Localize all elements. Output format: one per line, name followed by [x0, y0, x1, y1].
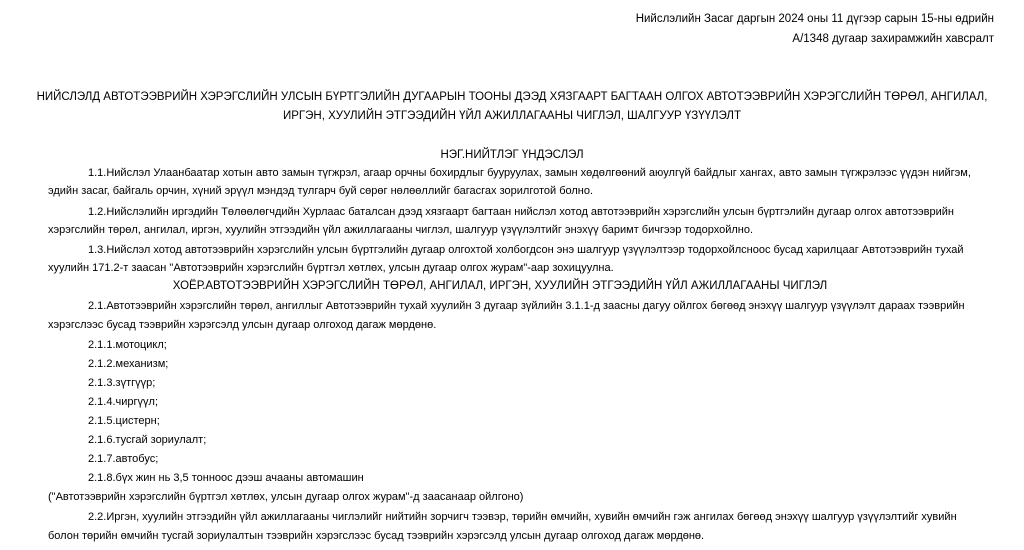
paragraph-1-2-line-2: хэрэгслийн төрөл, ангилал, иргэн, хуулийн этгээдийн үйл ажиллагааны чиглэл, шалгуур үзүүлэлтийг энэхүү баримт бичгээр тодорхойлно. — [48, 224, 754, 236]
document-title-line-1: НИЙСЛЭЛД АВТОТЭЭВРИЙН ХЭРЭГСЛИЙН УЛСЫН БҮРТГЭЛИЙН ДУГААРЫН ТООНЫ ДЭЭД ХЯЗГААРТ БАГТААН ОЛГОХ АВТОТЭЭВРИЙН ХЭРЭГСЛИЙН ТӨРӨЛ, АНГИЛАЛ, — [36, 91, 988, 103]
paragraph-1-1-line-1: 1.1.Нийслэл Улаанбаатар хотын авто замын түгжрэл, агаар орчны бохирдлыг бууруулах, замын хөдөлгөөний аюулгүй байдлыг хангах, авто замын түгжрэлээс үүдэн нийгэм, — [88, 167, 971, 179]
document-title-line-2: ИРГЭН, ХУУЛИЙН ЭТГЭЭДИЙН ҮЙЛ АЖИЛЛАГААНЫ ЧИГЛЭЛ, ШАЛГУУР ҮЗҮҮЛЭЛТ — [282, 110, 742, 122]
list-item: 2.1.7.автобус; — [88, 453, 159, 465]
paragraph-1-2-line-1: 1.2.Нийслэлийн иргэдийн Төлөөлөгчдийн Хурлаас баталсан дээд хязгаарт багтаан нийслэл хотод автотээврийн хэрэгслийн улсын бүртгэлийн дугаар олгох автотээврийн — [88, 206, 954, 218]
list-item: 2.1.6.тусгай зориулалт; — [88, 434, 207, 446]
paragraph-2-1-line-2: хэрэгслээс бусад тээврийн хэрэгсэлд улсын дугаар олгоход дагаж мөрдөнө. — [48, 319, 437, 331]
paragraph-1-1-line-2: эдийн засаг, байгаль орчин, хүний эрүүл мэндэд тулгарч буй сөрөг нөлөөллийг багасгах зорилготой болно. — [48, 185, 594, 197]
list-item: 2.1.8.бүх жин нь 3,5 тонноос дээш ачааны автомашин — [88, 472, 364, 484]
paragraph-2-2-line-2: болон төрийн өмчийн тусгай зориулалтын тээврийн хэрэгслээс бусад тээврийн хэрэгсэлд улсын дугаар олгоход дагаж мөрдөнө. — [48, 530, 705, 542]
list-item: 2.1.1.мотоцикл; — [88, 339, 167, 351]
paragraph-1-3-line-1: 1.3.Нийслэл хотод автотээврийн хэрэгслийн улсын бүртгэлийн дугаар олгохтой холбогдсон энэ шалгуур үзүүлэлтээр тодорхойлсноос бусад харилцааг Автотээврийн тухай — [88, 244, 964, 256]
paragraph-2-2-line-1: 2.2.Иргэн, хуулийн этгээдийн үйл ажиллагааны чиглэлийг нийтийн зорчигч тээвэр, төрийн өмчийн, хувийн өмчийн гэж ангилах бөгөөд энэхүү шалгуур үзүүлэлтийг хувийн — [88, 511, 957, 523]
header-line-1: Нийслэлийн Засаг даргын 2024 оны 11 дүгээр сарын 15-ны өдрийн — [635, 13, 994, 25]
section-2-heading: ХОЁР.АВТОТЭЭВРИЙН ХЭРЭГСЛИЙН ТӨРӨЛ, АНГИЛАЛ, ИРГЭН, ХУУЛИЙН ЭТГЭЭДИЙН ҮЙЛ АЖИЛЛАГААНЫ ЧИГЛЭЛ — [172, 280, 828, 292]
list-item: 2.1.5.цистерн; — [88, 415, 160, 427]
header-line-2: А/1348 дугаар захирамжийн хавсралт — [792, 33, 994, 45]
list-item: 2.1.4.чиргүүл; — [88, 396, 159, 408]
paragraph-1-3-line-2: хуулийн 171.2-т заасан "Автотээврийн хэрэгслийн бүртгэл хөтлөх, улсын дугаар олгох журам"-аар зохицуулна. — [48, 262, 614, 274]
list-item: 2.1.2.механизм; — [88, 358, 169, 370]
paragraph-2-1-line-1: 2.1.Автотээврийн хэрэгслийн төрөл, ангиллыг Автотээврийн тухай хуулийн 3 дугаар зүйлийн 3.1.1-д заасны дагуу ойлгох бөгөөд энэхүү шалгуур үзүүлэлт дараах тээврийн — [88, 300, 965, 312]
section-1-heading: НЭГ.НИЙТЛЭГ ҮНДЭСЛЭЛ — [440, 149, 584, 161]
note-text: ("Автотээврийн хэрэгслийн бүртгэл хөтлөх, улсын дугаар олгох журам"-д заасанаар ойлгоно) — [48, 491, 524, 503]
list-item: 2.1.3.зүтгүүр; — [88, 377, 156, 389]
